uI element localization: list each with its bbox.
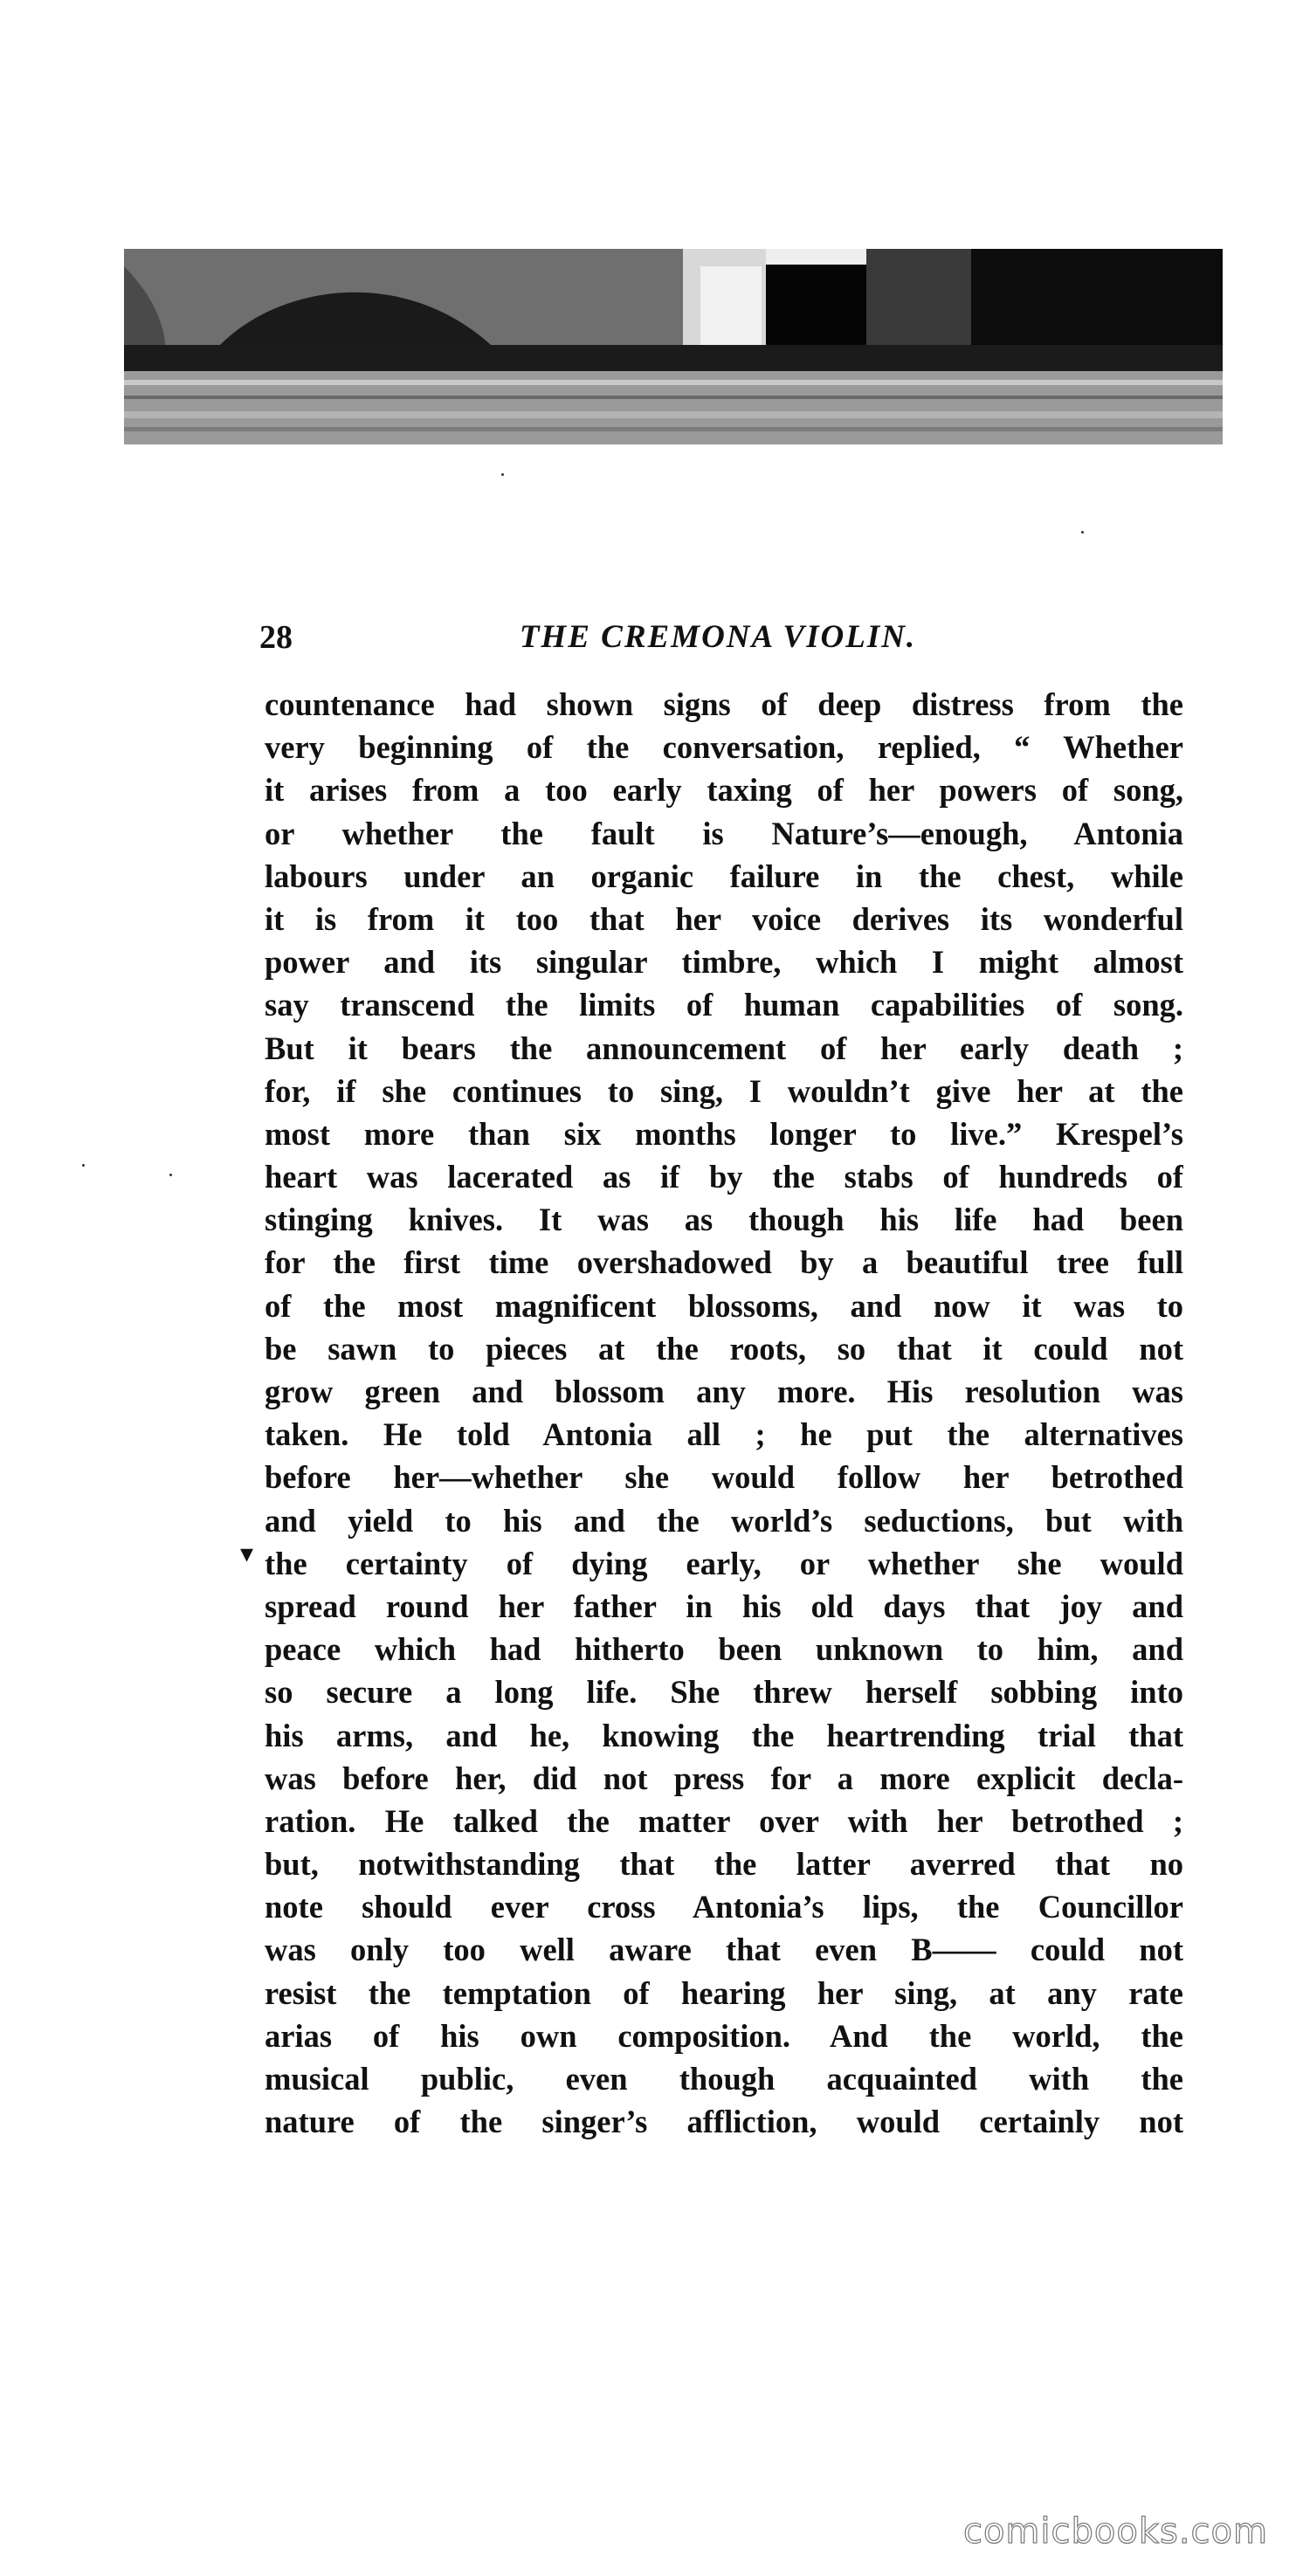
text-line: spread round her father in his old days that joy and (265, 1588, 1183, 1624)
scan-speck (82, 1164, 85, 1167)
text-line: his arms, and he, knowing the heartrending trial that (265, 1717, 1183, 1753)
text-line: the certainty of dying early, or whether she would (265, 1545, 1183, 1581)
text-line: power and its singular timbre, which I might almost (265, 944, 1183, 981)
text-line: very beginning of the conversation, replied, “ Whether (265, 729, 1183, 766)
text-line: say transcend the limits of human capabilities of song. (265, 987, 1183, 1023)
running-head (259, 618, 1176, 662)
running-title: THE CREMONA VIOLIN. (519, 619, 917, 655)
page-number: 28 (259, 619, 293, 656)
text-line: for the first time overshadowed by a beautiful tree full (265, 1244, 1183, 1281)
text-line: stinging knives. It was as though his life had been (265, 1202, 1183, 1238)
margin-mark: ▾ (240, 1539, 254, 1568)
text-line: or whether the fault is Nature’s—enough, Antonia (265, 815, 1183, 851)
text-line: musical public, even though acquainted with the (265, 2061, 1183, 2097)
text-line: grow green and blossom any more. His resolution was (265, 1374, 1183, 1409)
text-line: of the most magnificent blossoms, and now it was to (265, 1287, 1183, 1324)
text-line: and yield to his and the world’s seductions, but with (265, 1502, 1183, 1539)
text-line: ration. He talked the matter over with her betrothed ; (265, 1802, 1183, 1839)
top-photo-fragment (124, 249, 1223, 444)
text-line: resist the temptation of hearing her sing, at any rate (265, 1974, 1183, 2011)
text-line: labours under an organic failure in the chest, while (265, 858, 1183, 894)
scan-speck (501, 473, 504, 476)
text-line: but, notwithstanding that the latter averred that no (265, 1846, 1183, 1883)
text-line: it is from it too that her voice derives its wonderful (265, 900, 1183, 937)
text-line: before her—whether she would follow her betrothed (265, 1459, 1183, 1496)
text-line: arias of his own composition. And the world, the (265, 2017, 1183, 2054)
text-line: be sawn to pieces at the roots, so that it could not (265, 1330, 1183, 1367)
scan-speck (169, 1174, 172, 1176)
text-line: so secure a long life. She threw herself sobbing into (265, 1674, 1183, 1711)
text-line: countenance had shown signs of deep distress from the (265, 686, 1183, 722)
text-line: peace which had hitherto been unknown to him, and (265, 1631, 1183, 1668)
text-line: it arises from a too early taxing of her powers of song, (265, 772, 1183, 809)
text-line: note should ever cross Antonia’s lips, the Councillor (265, 1889, 1183, 1925)
text-line: But it bears the announcement of her early death ; (265, 1030, 1183, 1066)
text-line: for, if she continues to sing, I wouldn’t give her at the (265, 1072, 1183, 1109)
text-line: taken. He told Antonia all ; he put the alternatives (265, 1416, 1183, 1453)
text-line: most more than six months longer to live.” Krespel’s (265, 1115, 1183, 1152)
body-text (265, 683, 1183, 2143)
text-line: nature of the singer’s affliction, would certainly not (265, 2104, 1183, 2140)
text-line: was before her, did not press for a more explicit decla- (265, 1760, 1183, 1796)
watermark: comicbooks.com (962, 2511, 1268, 2552)
text-line: was only too well aware that even B—— could not (265, 1932, 1183, 1968)
scan-speck (1081, 531, 1084, 534)
text-line: heart was lacerated as if by the stabs of hundreds of (265, 1159, 1183, 1195)
